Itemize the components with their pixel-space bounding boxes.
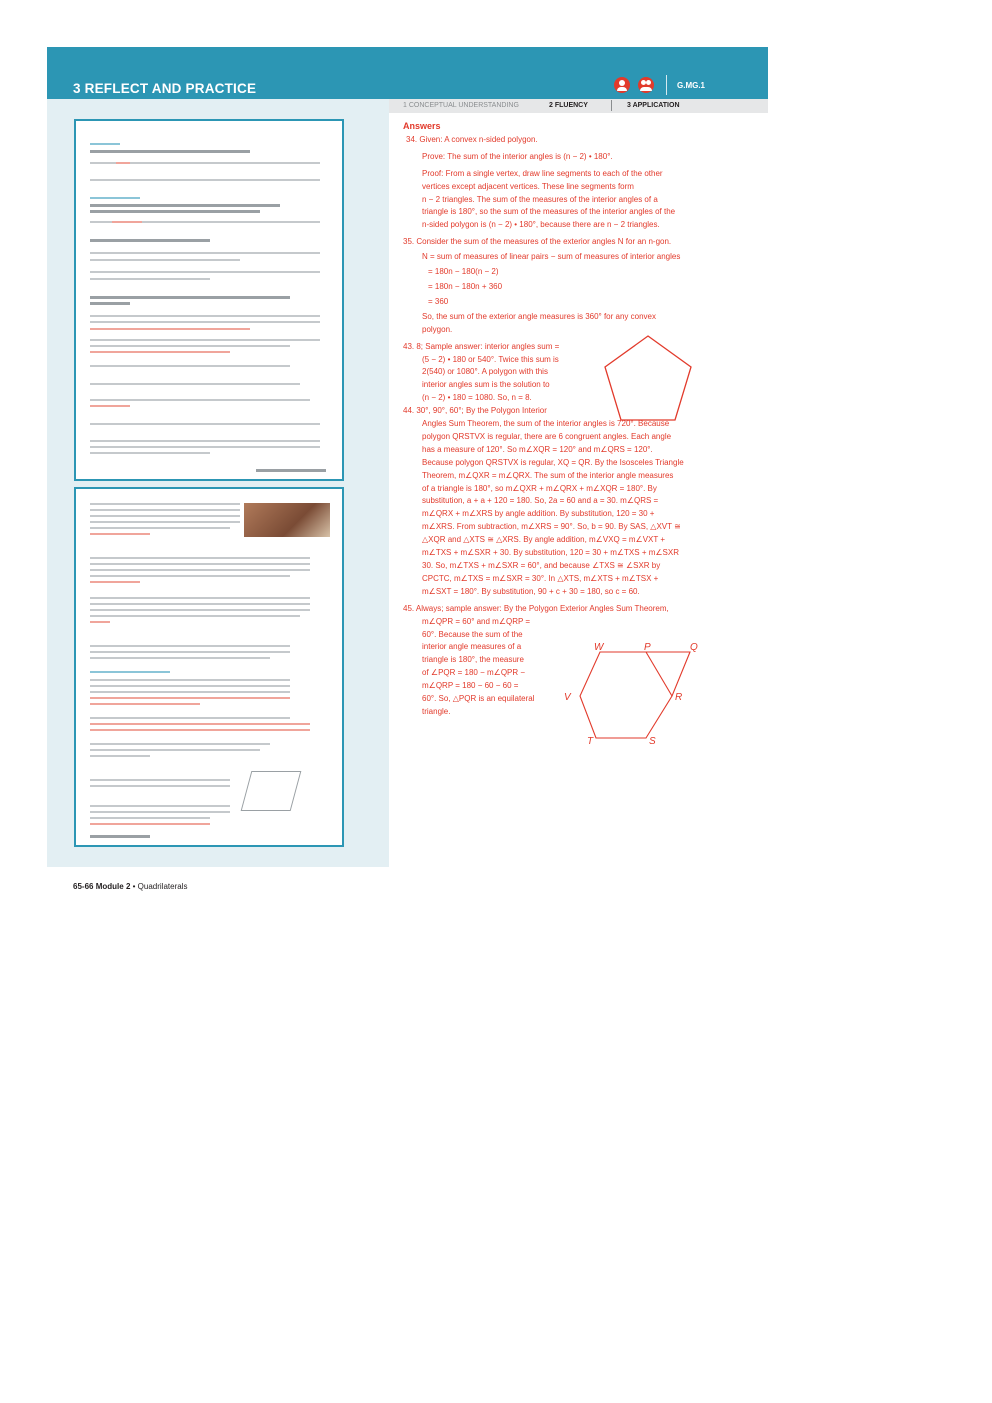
artifact-photo (244, 503, 330, 537)
thumb-line (90, 805, 230, 807)
answer-44 (403, 405, 767, 599)
thumb-line (90, 685, 290, 687)
answer-45-line: triangle. (422, 706, 451, 716)
answer-43-line: (n − 2) • 180 = 1080. So, n = 8. (422, 393, 532, 403)
thumb-line (90, 679, 290, 681)
hexagon-figure (560, 638, 710, 753)
student-page-thumbnail-1 (74, 119, 344, 481)
answer-44-line: polygon QRSTVX is regular, there are 6 congruent angles. Each angle (422, 431, 672, 441)
answer-45-line: m∠QPR = 60° and m∠QRP = (422, 616, 531, 626)
answer-45-line: 60°. Because the sum of the (422, 629, 523, 639)
thumb-line (90, 259, 240, 261)
page-numbers: 65-66 (73, 882, 94, 891)
answer-34 (403, 134, 767, 232)
thumb-line (90, 779, 230, 781)
thumb-line (90, 717, 290, 719)
vertex-label-q: Q (690, 642, 698, 653)
thumb-line (90, 645, 290, 647)
thumb-line (90, 703, 200, 705)
polygon-figure (241, 771, 302, 811)
thumb-line (90, 575, 290, 577)
answer-35 (403, 236, 767, 336)
thumb-line (90, 351, 230, 353)
answer-44-line: m∠SXT = 180°. By substitution, 90 + c + 30 = 180, so c = 60. (422, 586, 640, 596)
standard-code: G.MG.1 (677, 81, 706, 90)
answer-34-proof-line: n-sided polygon is (n − 2) • 180°, because there are n − 2 triangles. (422, 220, 660, 230)
answer-44-line: 44. 30°, 90°, 60°; By the Polygon Interior (403, 406, 547, 416)
thumb-line (90, 749, 260, 751)
answer-34-proof-line: triangle is 180°, so the sum of the measures of the interior angles of the (422, 207, 676, 217)
thumb-line (90, 671, 170, 673)
thumb-line (90, 239, 210, 242)
thumb-line (90, 446, 320, 448)
thumb-line (90, 823, 210, 825)
answer-35-line: 35. Consider the sum of the measures of the exterior angles N for an n-gon. (403, 237, 672, 247)
thumb-line (90, 339, 320, 341)
thumb-line (90, 581, 140, 583)
answer-35-line: N = sum of measures of linear pairs − sum of measures of interior angles (422, 252, 681, 262)
answer-44-line: Angles Sum Theorem, the sum of the interior angles is 720°. Because (422, 419, 670, 429)
vertex-label-r: R (675, 692, 683, 703)
answers-title: Answers (403, 121, 441, 131)
thumb-line (90, 817, 210, 819)
answer-43-line: (5 − 2) • 180 or 540°. Twice this sum is (422, 354, 559, 364)
header-divider (666, 75, 667, 95)
strand-conceptual: 1 CONCEPTUAL UNDERSTANDING (403, 102, 519, 109)
answer-45-line: triangle is 180°, the measure (422, 655, 524, 665)
thumb-line (90, 399, 310, 401)
thumb-line (90, 651, 290, 653)
answer-35-line: polygon. (422, 324, 453, 334)
thumb-line (90, 785, 230, 787)
thumb-line (90, 811, 230, 813)
thumb-line (90, 179, 320, 181)
thumb-line (90, 755, 150, 757)
answer-35-line: So, the sum of the exterior angle measures is 360° for any convex (422, 311, 656, 321)
answer-43-line: 2(540) or 1080°. A polygon with this (422, 367, 548, 377)
thumb-line (90, 452, 210, 454)
thumb-line (90, 835, 150, 838)
answer-43-line: 43. 8; Sample answer: interior angles sum = (403, 341, 560, 351)
answer-44-line: of a triangle is 180°, so m∠QXR + m∠QRX + m∠XQR = 180°. By (422, 483, 657, 493)
answer-45-line: m∠QRP = 180 − 60 − 60 = (422, 681, 519, 691)
thumb-line (90, 597, 310, 599)
vertex-label-v: V (564, 692, 571, 703)
thumb-line (90, 252, 320, 254)
thumb-line (90, 278, 210, 280)
thumb-line (90, 509, 240, 511)
answer-34-given: 34. Given: A convex n-sided polygon. (406, 134, 538, 144)
answer-35-line: = 180n − 180n + 360 (428, 281, 503, 291)
answer-44-line: Theorem, m∠QXR = m∠QRX. The sum of the interior angle measures (422, 470, 674, 480)
pair-icon (638, 77, 654, 93)
thumb-line (90, 615, 300, 617)
answer-35-line: = 180n − 180(n − 2) (428, 267, 499, 277)
thumb-line (90, 440, 320, 442)
chapter-name: Quadrilaterals (137, 882, 188, 891)
thumb-line (90, 321, 320, 323)
answer-34-proof-line: n − 2 triangles. The sum of the measures of the interior angles of a (422, 194, 658, 204)
answer-34-proof-line: Proof: From a single vertex, draw line segments to each of the other (422, 168, 663, 178)
strand-application: 3 APPLICATION (627, 102, 680, 109)
thumb-line (90, 609, 310, 611)
answers-section (403, 120, 767, 719)
student-page-thumbnail-2 (74, 487, 344, 847)
thumb-line (112, 221, 142, 223)
answer-43 (403, 341, 767, 406)
thumb-line (90, 569, 310, 571)
thumb-line (90, 743, 270, 745)
thumb-line (90, 527, 230, 529)
thumb-line (90, 515, 240, 517)
footer-bullet: • (132, 882, 136, 891)
strand-fluency: 2 FLUENCY (549, 102, 588, 109)
answer-45-line: interior angle measures of a (422, 642, 522, 652)
answer-44-line: m∠TXS + m∠SXR + 30. By substitution, 120 = 30 + m∠TXS + m∠SXR (422, 548, 680, 558)
thumb-line (90, 315, 320, 317)
thumb-line (90, 405, 130, 407)
answer-44-line: Because polygon QRSTVX is regular, XQ = QR. By the Isosceles Triangle (422, 457, 684, 467)
answer-34-prove: Prove: The sum of the interior angles is (n − 2) • 180°. (422, 151, 613, 161)
answer-45-line: of ∠PQR = 180 − m∠QPR − (422, 668, 526, 678)
thumb-line (90, 143, 120, 145)
thumb-line (90, 621, 110, 623)
thumb-line (90, 302, 130, 305)
thumb-line (90, 328, 250, 330)
answer-44-line: substitution, a + a + 120 = 180. So, 2a = 60 and a = 30. m∠QRS = (422, 496, 659, 506)
vertex-label-t: T (587, 736, 594, 747)
answer-44-line: has a measure of 120°. So m∠XQR = 120° and m∠QRS = 120°. (422, 444, 653, 454)
answer-44-line: m∠XRS. From subtraction, m∠XRS = 90°. So, b = 90. By SAS, △XVT ≅ (422, 522, 681, 532)
answer-34-proof-line: vertices except adjacent vertices. These line segments form (422, 181, 634, 191)
answer-35-line: = 360 (428, 296, 449, 306)
thumb-line (256, 469, 326, 472)
thumb-line (90, 365, 290, 367)
section-title: 3 REFLECT AND PRACTICE (73, 81, 257, 96)
thumb-line (90, 691, 290, 693)
answer-44-line: 30. So, m∠TXS + m∠SXR = 60°, and because ∠TXS ≅ ∠SXR by (422, 561, 661, 570)
pentagon-figure (600, 332, 696, 428)
thumb-line (90, 345, 290, 347)
thumb-line (90, 533, 150, 535)
vertex-label-s: S (649, 736, 656, 747)
answer-43-line: interior angles sum is the solution to (422, 380, 550, 390)
header-icons (614, 75, 667, 95)
section-header (47, 47, 768, 99)
page-footer (73, 882, 187, 891)
thumb-line (90, 729, 310, 731)
thumb-line (90, 204, 280, 207)
thumb-line (90, 423, 320, 425)
thumb-line (90, 197, 140, 199)
thumb-line (90, 557, 310, 559)
module-number: 2 (125, 882, 131, 891)
vertex-label-p: P (644, 642, 651, 653)
answer-45-line: 60°. So, △PQR is an equilateral (422, 694, 535, 704)
thumb-line (90, 271, 320, 273)
module-label: Module (95, 882, 124, 891)
thumb-line (90, 210, 260, 213)
person-icon (614, 77, 630, 93)
thumb-line (90, 383, 300, 385)
thumb-line (90, 503, 240, 505)
thumb-line (90, 603, 310, 605)
vertex-label-w: W (594, 642, 604, 653)
thumb-line (90, 521, 240, 523)
thumb-line (90, 296, 290, 299)
answer-44-line: m∠QRX + m∠XRS by angle addition. By substitution, 120 = 30 + (422, 509, 655, 519)
answer-45-line: 45. Always; sample answer: By the Polygon Exterior Angles Sum Theorem, (403, 603, 669, 613)
thumb-line (90, 697, 290, 699)
answer-44-line: △XQR and △XTS ≅ △XRS. By angle addition, m∠VXQ = m∠VXT + (422, 535, 666, 545)
strand-bar (389, 99, 768, 113)
answer-44-line: CPCTC, m∠TXS = m∠SXR = 30°. In △XTS, m∠XTS + m∠TSX + (422, 573, 659, 583)
thumb-line (116, 162, 130, 164)
thumb-line (90, 723, 310, 725)
thumb-line (90, 563, 310, 565)
thumb-line (90, 150, 250, 153)
thumb-line (90, 657, 270, 659)
strand-divider (611, 100, 612, 111)
